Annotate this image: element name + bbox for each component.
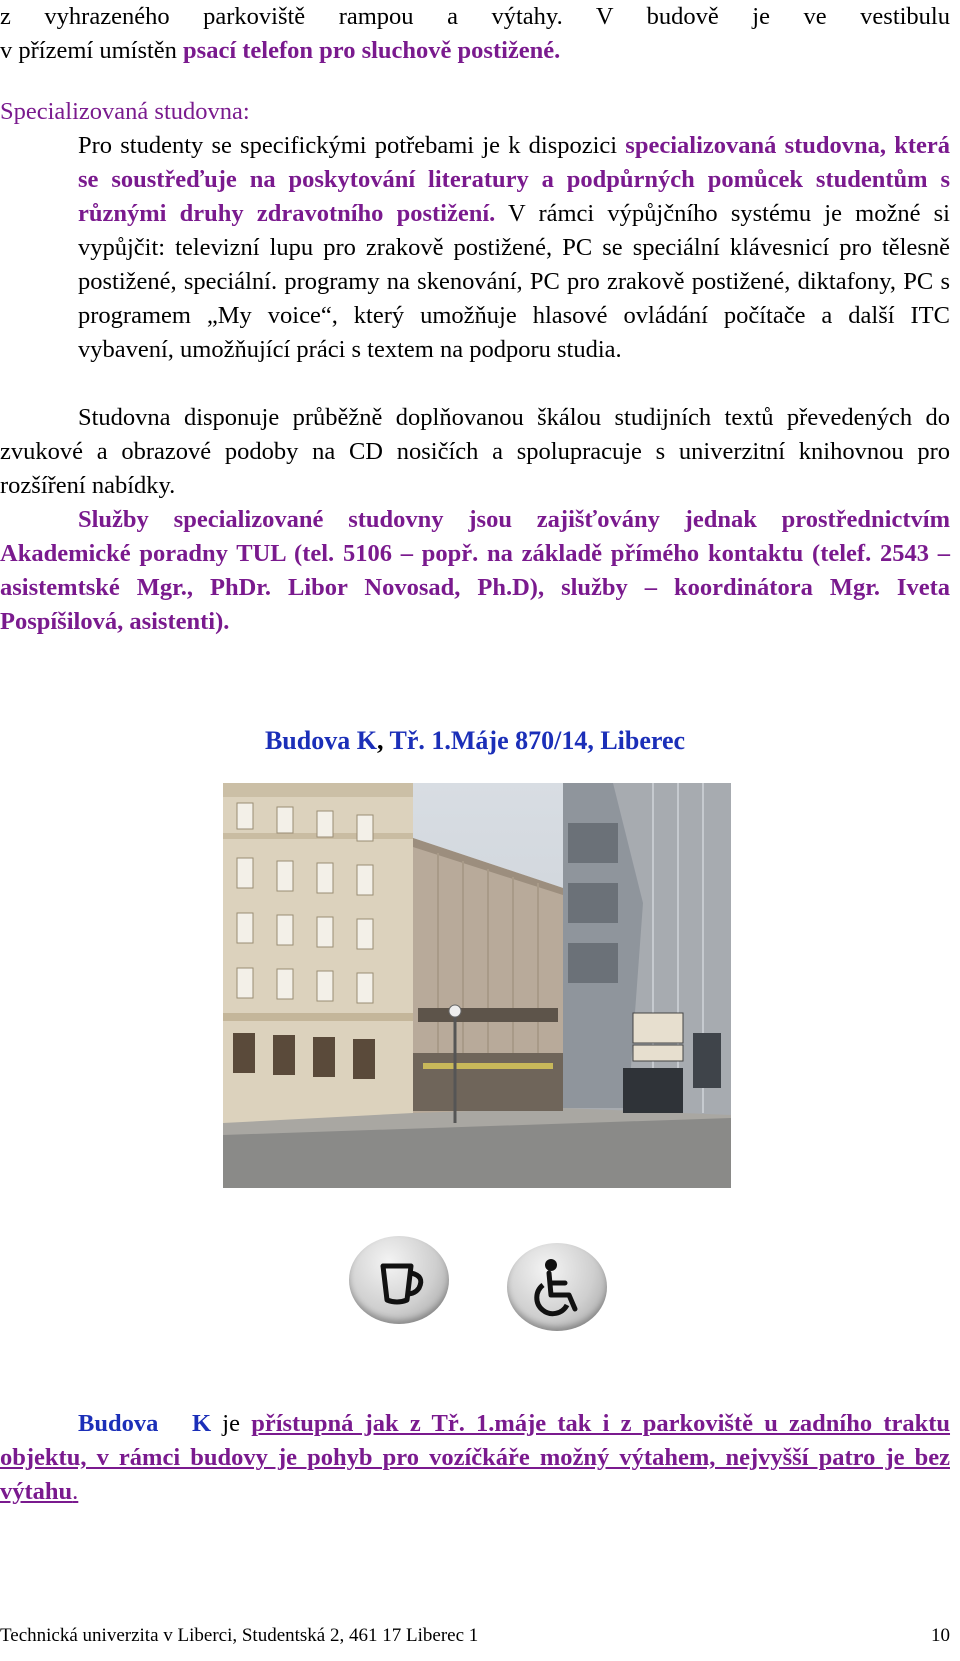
access-building-label: Budova [78, 1410, 159, 1437]
intro-line-2 [0, 34, 950, 68]
wheelchair-icon [507, 1243, 607, 1331]
study-room-paragraph [0, 129, 950, 367]
access-paragraph [0, 1407, 950, 1509]
building-photo [223, 783, 731, 1188]
caption-address: Tř. 1.Máje 870/14, Liberec [383, 726, 686, 755]
cup-icon [349, 1236, 449, 1324]
caption-comma: , [376, 726, 384, 755]
study-room-rest: V rámci výpůjčního systému je možné si vypůjčit: televizní lupu pro zrakově postižené, PC se speciální klávesnicí pro tělesně postižené, speciální. programy na skenování, PC pro zrakově postižené, diktafony, PC s programem „My voice“, který umožňuje hlasové ovládání počítače a další ITC vybavení, umožňující práci s textem na podporu studia. [78, 200, 950, 363]
study-room-section [0, 95, 950, 129]
study-room-heading: Specializovaná studovna: [0, 98, 250, 125]
intro-line-2-text: v přízemí umístěn [0, 37, 184, 64]
accessibility-icon-badge [507, 1243, 607, 1331]
study-room-highlight: specializovaná studovna, která se soustřeďuje na poskytování literatury a podpůrných pomůcek studentům s různými druhy zdravotního postižení. [78, 132, 950, 227]
study-room-paragraph-2: Studovna disponuje průběžně doplňovanou škálou studijních textů převedených do zvukové a obrazové podoby na CD nosičích a spolupracuje s univerzitní knihovnou pro rozšíření nabídky. [0, 404, 950, 499]
intro-line-1: z vyhrazeného parkoviště rampou a výtahy. V budově je ve vestibulu [0, 3, 950, 30]
services-paragraph: Služby specializované studovny jsou zajišťovány jednak prostřednictvím Akademické poradny TUL (tel. 5106 – popř. na základě přímého kontaktu (telef. 2543 – asistemtské Mgr., PhDr. Libor Novosad, Ph.D), služby – koordinátora Mgr. Iveta Pospíšilová, asistenti). [0, 506, 950, 635]
access-building-letter: K [192, 1410, 212, 1437]
intro-paragraph [0, 0, 950, 68]
caption-building-name: Budova K [264, 726, 377, 755]
access-description: přístupná jak z Tř. 1.máje tak i z parkoviště u zadního traktu objektu, v rámci budovy je pohyb pro vozíčkáře možný výtahem, nejvyšší patro je bez výtahu [0, 1410, 951, 1505]
study-room-intro: Pro studenty se specifickými potřebami je k dispozici [78, 132, 626, 159]
access-end: . [72, 1478, 79, 1505]
cafe-icon-badge [349, 1236, 449, 1324]
page-footer [0, 1624, 950, 1648]
building-caption [0, 724, 950, 758]
page-number: 10 [931, 1625, 950, 1646]
footer-address: Technická univerzita v Liberci, Studentská 2, 461 17 Liberec 1 [0, 1625, 479, 1646]
access-je: je [211, 1410, 252, 1437]
deaf-phone-highlight: psací telefon pro sluchově postižené. [183, 37, 561, 64]
